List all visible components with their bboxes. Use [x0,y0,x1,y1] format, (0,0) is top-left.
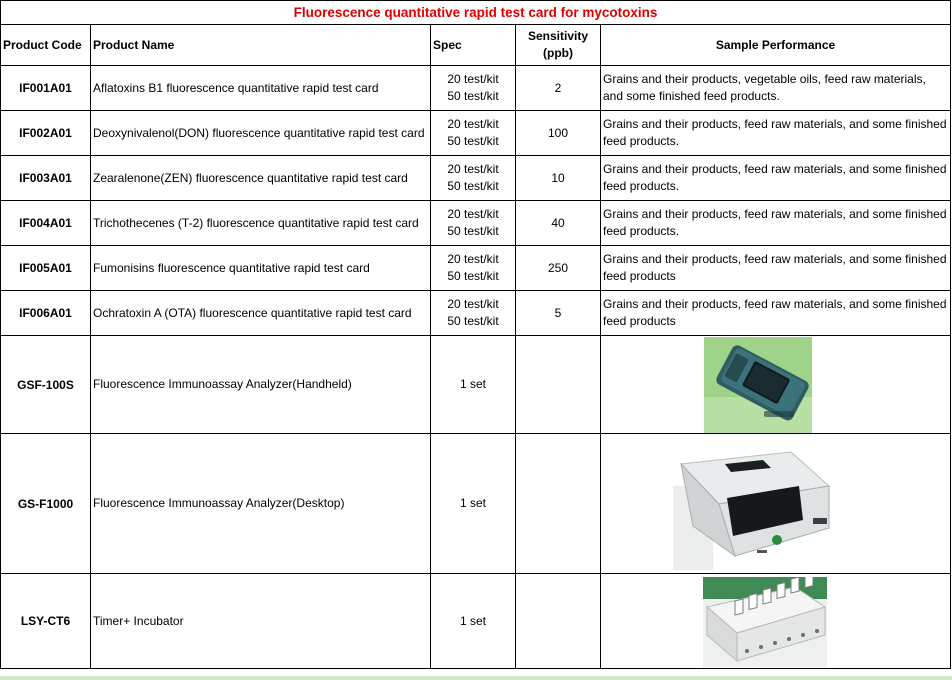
spec-line: 50 test/kit [447,224,499,238]
product-image-cell [601,336,951,434]
product-spec [431,201,516,246]
product-code: GSF-100S [1,336,91,434]
header-sensitivity-unit: (ppb) [543,46,573,60]
product-sensitivity: 10 [516,156,601,201]
product-code: IF002A01 [1,111,91,156]
product-name: Trichothecenes (T-2) fluorescence quantitative rapid test card [91,201,431,246]
sample-performance: Grains and their products, feed raw materials, and some finished feed products [601,291,951,336]
header-spec: Spec [431,25,516,66]
product-name: Timer+ Incubator [91,574,431,669]
sample-performance: Grains and their products, vegetable oils, feed raw materials, and some finished feed products. [601,66,951,111]
spec-line: 20 test/kit [447,117,499,131]
handheld-analyzer-photo [704,337,812,433]
product-code: IF004A01 [1,201,91,246]
product-spec [431,111,516,156]
product-code: IF003A01 [1,156,91,201]
spec-line: 20 test/kit [447,207,499,221]
product-sensitivity: 40 [516,201,601,246]
product-sensitivity: 2 [516,66,601,111]
product-sensitivity [516,434,601,574]
table-title: Fluorescence quantitative rapid test card for mycotoxins [1,1,951,25]
sample-performance: Grains and their products, feed raw materials, and some finished feed products [601,246,951,291]
product-code: IF005A01 [1,246,91,291]
spec-line: 50 test/kit [447,134,499,148]
product-spec [431,246,516,291]
product-sensitivity: 5 [516,291,601,336]
product-spec [431,156,516,201]
table-row [1,111,951,156]
product-sensitivity: 250 [516,246,601,291]
desktop-analyzer-photo [673,446,833,570]
product-code: LSY-CT6 [1,574,91,669]
product-name: Fluorescence Immunoassay Analyzer(Desktop) [91,434,431,574]
spec-line: 50 test/kit [447,269,499,283]
product-sensitivity: 100 [516,111,601,156]
product-spec: 1 set [431,336,516,434]
product-name: Ochratoxin A (OTA) fluorescence quantitative rapid test card [91,291,431,336]
table-row [1,336,951,434]
product-image-cell [601,434,951,574]
spec-line: 20 test/kit [447,72,499,86]
product-code: IF006A01 [1,291,91,336]
spec-line: 50 test/kit [447,179,499,193]
table-row [1,246,951,291]
product-sensitivity [516,574,601,669]
product-image-cell [601,574,951,669]
bottom-strip [0,676,952,680]
product-sensitivity [516,336,601,434]
table-row [1,291,951,336]
product-code: GS-F1000 [1,434,91,574]
spec-line: 20 test/kit [447,252,499,266]
header-sensitivity [516,25,601,66]
table-row [1,156,951,201]
spec-line: 50 test/kit [447,89,499,103]
product-name: Fumonisins fluorescence quantitative rapid test card [91,246,431,291]
table-row [1,434,951,574]
sample-performance: Grains and their products, feed raw materials, and some finished feed products. [601,111,951,156]
spec-line: 20 test/kit [447,297,499,311]
product-name: Deoxynivalenol(DON) fluorescence quantitative rapid test card [91,111,431,156]
product-spec: 1 set [431,434,516,574]
table-row [1,574,951,669]
spec-line: 50 test/kit [447,314,499,328]
product-name: Fluorescence Immunoassay Analyzer(Handheld) [91,336,431,434]
header-sensitivity-label: Sensitivity [527,29,589,43]
header-product-code: Product Code [1,25,91,66]
table-row [1,66,951,111]
header-product-name: Product Name [91,25,431,66]
product-name: Zearalenone(ZEN) fluorescence quantitative rapid test card [91,156,431,201]
sample-performance: Grains and their products, feed raw materials, and some finished feed products. [601,201,951,246]
header-sample-performance: Sample Performance [601,25,951,66]
product-name: Aflatoxins B1 fluorescence quantitative rapid test card [91,66,431,111]
product-spec [431,291,516,336]
product-code: IF001A01 [1,66,91,111]
table-row [1,201,951,246]
sample-performance: Grains and their products, feed raw materials, and some finished feed products. [601,156,951,201]
incubator-photo [703,577,827,667]
spec-line: 20 test/kit [447,162,499,176]
product-spec [431,66,516,111]
product-spec: 1 set [431,574,516,669]
